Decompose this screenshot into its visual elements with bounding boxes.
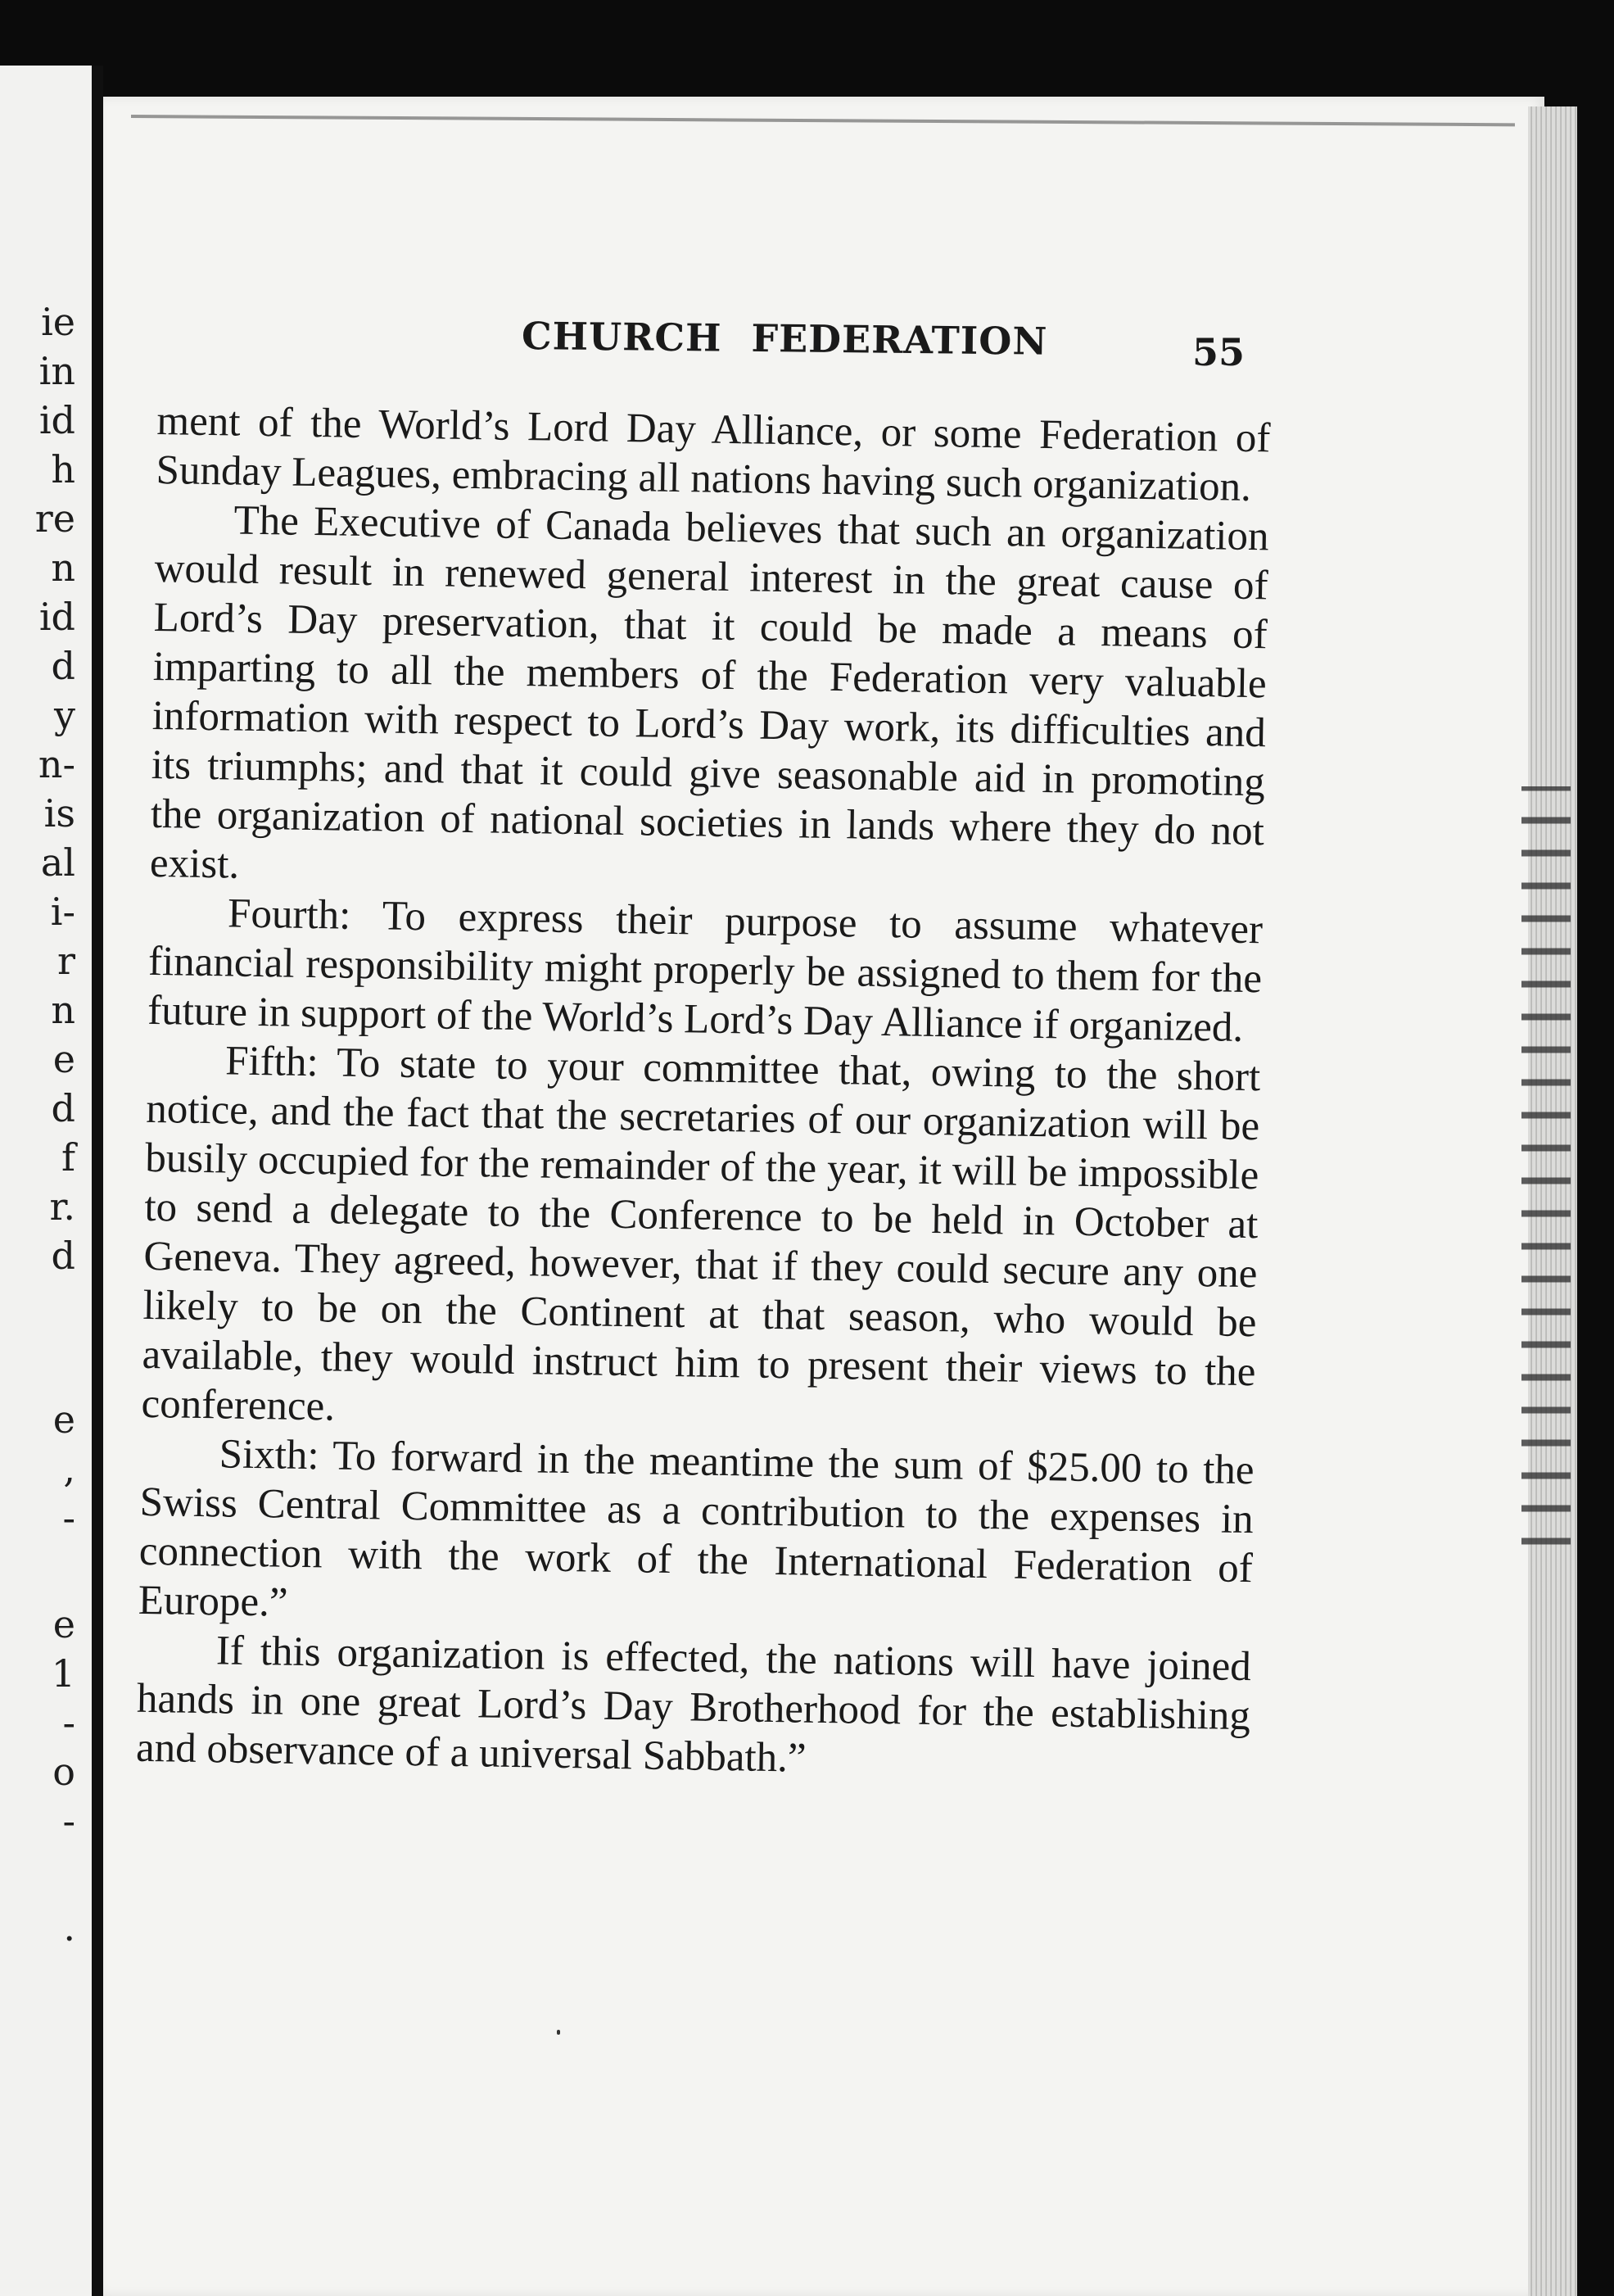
facing-page-fragment: is: [43, 791, 75, 836]
facing-page-fragment: e: [52, 1397, 75, 1442]
facing-page-fragment: .: [63, 1905, 75, 1950]
facing-page-fragment: re: [34, 496, 75, 541]
running-head: [522, 314, 1048, 364]
book-gutter: [92, 66, 103, 2296]
facing-page-fragment: e: [52, 1037, 75, 1081]
facing-page-fragment: f: [61, 1135, 75, 1180]
paragraph-1: ment of the World’s Lord Day Alliance, or some Federation of Sunday Leagues, embracing all nations having such organization.: [156, 397, 1271, 510]
facing-page-fragment: o: [52, 1750, 75, 1794]
facing-page-fragment: -: [62, 1496, 75, 1540]
facing-page-fragment: al: [40, 840, 75, 885]
facing-page-fragment: n: [51, 546, 75, 590]
facing-page-fragment: 1: [51, 1651, 75, 1696]
facing-page-fragment: r.: [49, 1184, 75, 1229]
facing-page-fragment: -: [62, 1700, 75, 1745]
facing-page-fragment: id: [38, 398, 75, 442]
paragraph-closing: If this organization is effected, the nations will have joined hands in one great Lord’s Day Brotherhood for the establishing and observance of a universal Sabbath.”: [135, 1628, 1252, 1782]
facing-page-edge: [0, 66, 92, 2296]
body-text: [136, 396, 1271, 1790]
facing-page-fragment: h: [51, 447, 75, 491]
facing-page-fragment: y: [54, 693, 75, 737]
paragraph-fifth: Fifth: To state to your committee that, owing to the short notice, and the fact that the secretaries of our organization will be busily occupied for the remainder of the year, it will be impossible to send a delegate to the Conference to be held in October at Geneva. They agreed, however, that if they could secure any one likely to be on the Continent at that season, who would be available, they would instruct him to present their views to the conference.: [141, 1038, 1261, 1430]
paragraph-2: The Executive of Canada believes that such an organization would result in renewed general interest in the great cause of Lord’s Day preservation, that it could be made a means of imparting to all the members of the Federation very valuable information with respect to Lord’s Day work, its difficulties and its triumphs; and that it could give seasonable aid in promoting the organization of national societies in lands where they do not exist.: [149, 497, 1269, 888]
facing-page-fragment: n-: [38, 742, 75, 786]
paragraph-fourth: Fourth: To express their purpose to assume whatever financial responsibility might properly be assigned to them for the future in support of the World’s Lord’s Day Alliance if organized.: [147, 890, 1264, 1051]
facing-page-fragment: ,: [63, 1447, 75, 1491]
facing-page-fragment: ie: [41, 300, 75, 344]
facing-page-fragment: -: [62, 1799, 75, 1843]
facing-page-fragment: d: [51, 644, 75, 688]
print-speck: [557, 2030, 560, 2035]
facing-page-fragment: i-: [50, 890, 75, 934]
facing-page-fragment: e: [52, 1602, 75, 1646]
running-head-word-1: CHURCH: [521, 314, 722, 360]
fore-edge-marks: [1521, 786, 1571, 1556]
paragraph-sixth: Sixth: To forward in the meantime the sum of $25.00 to the Swiss Central Committee as a contribution to the expenses in connection with the work of the International Federation of Europe.”: [138, 1431, 1255, 1626]
facing-page-fragment: d: [51, 1234, 75, 1278]
facing-page-fragment: id: [38, 595, 75, 639]
facing-page-fragment: r: [57, 939, 75, 983]
facing-page-fragment: n: [51, 988, 75, 1032]
facing-page-fragment: in: [38, 349, 75, 393]
page-number: 55: [1192, 330, 1246, 374]
facing-page-fragment: d: [51, 1086, 75, 1130]
running-head-word-2: FEDERATION: [751, 315, 1048, 364]
